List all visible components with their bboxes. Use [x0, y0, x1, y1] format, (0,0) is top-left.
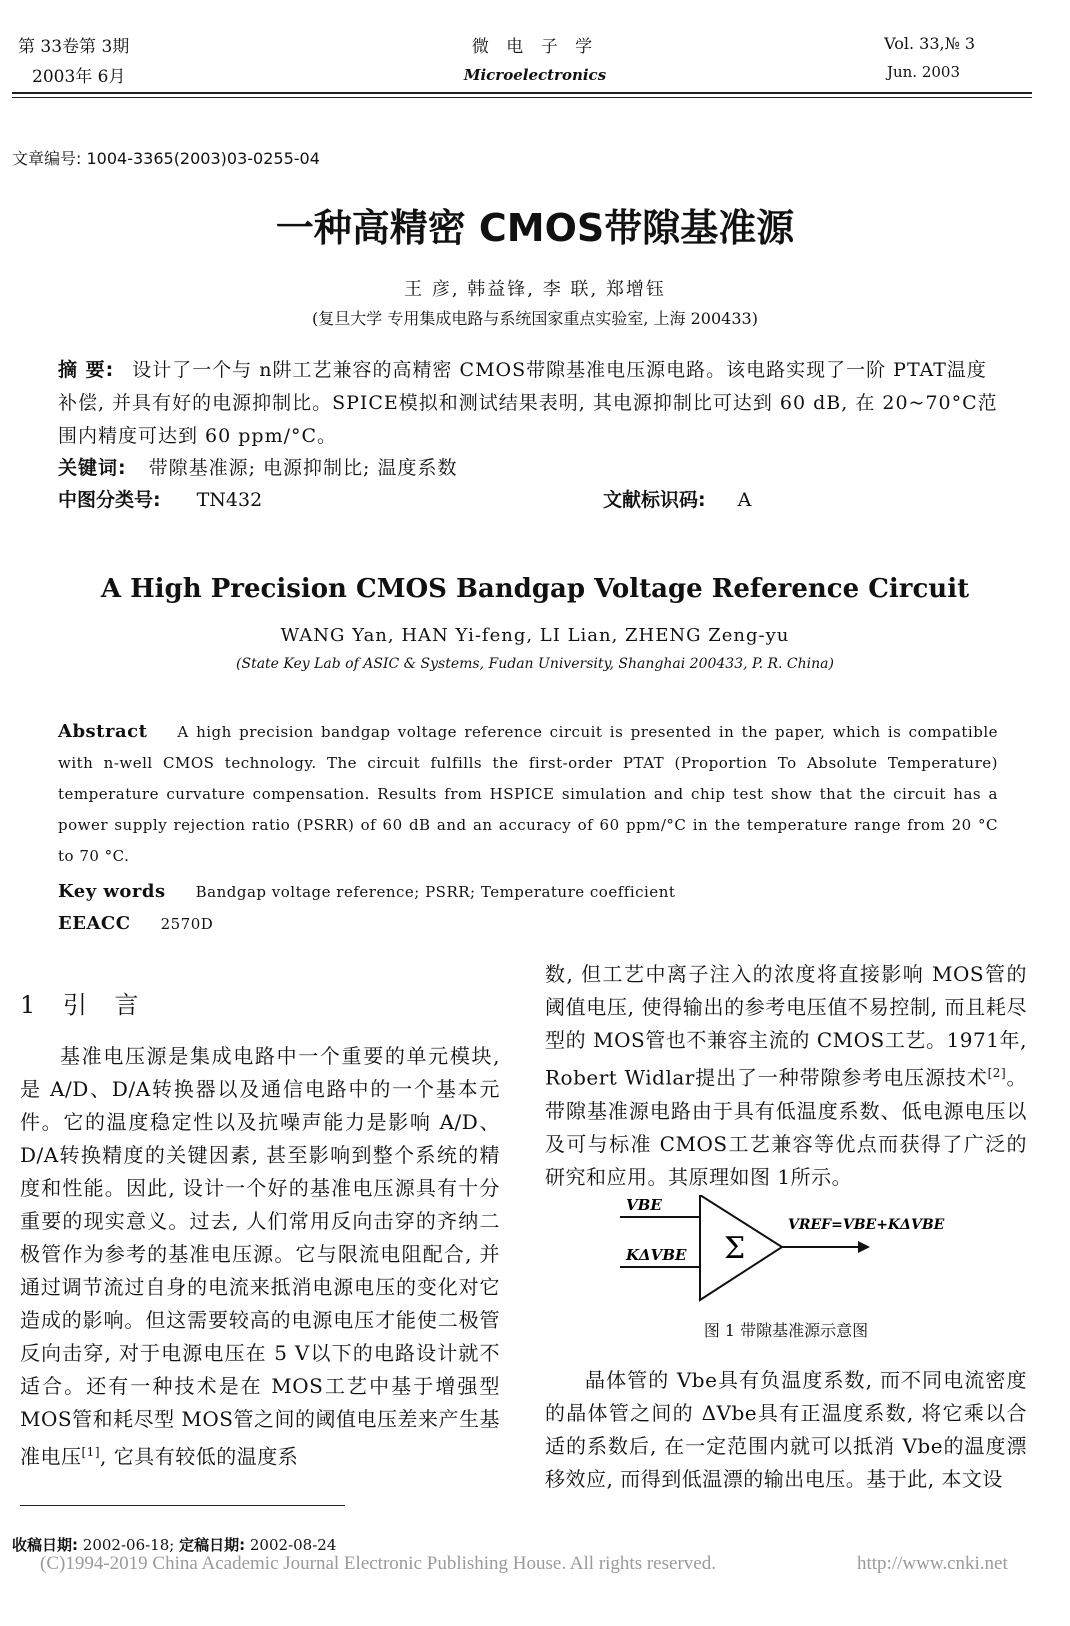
output-label-vref: VREF=VBE+KΔVBE	[788, 1217, 945, 1233]
figure-1-caption: 图 1 带隙基准源示意图	[703, 1321, 869, 1340]
citation-1: [1]	[81, 1445, 100, 1459]
received-dates	[12, 1534, 336, 1555]
abstract-en-label: Abstract	[58, 721, 148, 742]
input-label-kdvbe: KΔVBE	[626, 1246, 687, 1264]
header-journal-cn: 微 电 子 学	[471, 37, 599, 57]
header-rule-thick	[12, 92, 1032, 94]
doc-code-value: A	[737, 489, 752, 511]
input-label-vbe: VBE	[626, 1196, 662, 1214]
abstract-en	[58, 716, 998, 872]
header-date-cn: 2003年 6月	[32, 67, 126, 87]
abstract-en-text: A high precision bandgap voltage reference circuit is presented in the paper, which is compatible with n-well CMOS technology. The circuit fulfills the first-order PTAT (Proportion To Absolute Temperature) temperature curvature compensation. Results from HSPICE simulation and chip test show that the circuit has a power supply rejection ratio (PSRR) of 60 dB and an accuracy of 60 ppm/°C in the temperature range from 20 °C to 70 °C.	[58, 723, 998, 865]
copyright-watermark: (C)1994-2019 China Academic Journal Electronic Publishing House. All rights reserved.	[40, 1553, 716, 1574]
intro-paragraph-1-tail: , 它具有较低的温度系	[100, 1444, 299, 1469]
intro-paragraph-1-text: 基准电压源是集成电路中一个重要的单元模块, 是 A/D、D/A转换器以及通信电路中的一个基本元件。它的温度稳定性以及抗噪声能力是影响 A/D、D/A转换精度的关键因素, 甚至影响到整个系统的精度和性能。因此, 设计一个好的基准电压源具有十分重要的现实意义。过去, 人们常用反向击穿的齐纳二极管作为参考的基准电压源。它与限流电阻配合, 并通过调节流过自身的电流来抵消电源电压的变化对它造成的影响。但这需要较高的电源电压才能使二极管反向击穿, 对于电源电压在 5 V以下的电路设计就不适合。还有一种技术是在 MOS工艺中基于增强型 MOS管和耗尽型 MOS管之间的阈值电压差来产生基准电压	[20, 1044, 501, 1469]
header-date-en: Jun. 2003	[886, 63, 960, 81]
intro-paragraph-1	[20, 1040, 500, 1474]
doc-code-label: 文献标识码:	[603, 489, 706, 511]
clc-value: TN432	[196, 489, 263, 511]
figure-1-bandgap-block-diagram	[620, 1195, 1000, 1305]
eeacc-code	[58, 908, 213, 940]
keywords-en-text: Bandgap voltage reference; PSRR; Temperature coefficient	[195, 883, 676, 901]
left-column	[20, 1040, 500, 1474]
title-en: A High Precision CMOS Bandgap Voltage Reference Circuit	[100, 574, 970, 604]
right-column-bottom	[545, 1364, 1027, 1496]
clc-label: 中图分类号:	[58, 489, 161, 511]
header-volume-issue: 第 33卷第 3期	[18, 37, 130, 57]
header-rule-thin	[12, 97, 1032, 98]
section-heading-introduction: 1 引 言	[20, 991, 149, 1019]
right-column-top	[545, 958, 1027, 1194]
eeacc-label: EEACC	[58, 913, 131, 934]
abstract-cn-label: 摘 要:	[58, 359, 115, 381]
affiliation-cn: (复旦大学 专用集成电路与系统国家重点实验室, 上海 200433)	[312, 309, 758, 328]
abstract-cn-text: 设计了一个与 n阱工艺兼容的高精密 CMOS带隙基准电压源电路。该电路实现了一阶 PTAT温度补偿, 并具有好的电源抑制比。SPICE模拟和测试结果表明, 其电源抑制比可达到 60 dB, 在 20~70°C范围内精度可达到 60 ppm/°C。	[58, 359, 998, 447]
authors-en: WANG Yan, HAN Yi-feng, LI Lian, ZHENG Zeng-yu	[280, 625, 790, 646]
affiliation-en: (State Key Lab of ASIC & Systems, Fudan University, Shanghai 200433, P. R. China)	[236, 656, 834, 672]
footnote-rule	[20, 1505, 345, 1506]
keywords-en-label: Key words	[58, 881, 166, 902]
citation-2: [2]	[987, 1066, 1007, 1080]
title-cn: 一种高精密 CMOS带隙基准源	[275, 206, 795, 250]
keywords-en	[58, 876, 675, 908]
abstract-cn	[58, 354, 1003, 453]
article-number: 文章编号: 1004-3365(2003)03-0255-04	[12, 149, 320, 168]
keywords-cn-text: 带隙基准源; 电源抑制比; 温度系数	[148, 457, 458, 479]
header-volume-en: Vol. 33,№ 3	[884, 34, 975, 53]
clc-number	[58, 485, 262, 512]
received-label: 收稿日期:	[12, 1536, 78, 1554]
header-journal-en: Microelectronics	[463, 66, 607, 84]
intro-paragraph-1-cont-text: 数, 但工艺中离子注入的浓度将直接影响 MOS管的阈值电压, 使得输出的参考电压值不易控制, 而且耗尽型的 MOS管也不兼容主流的 CMOS工艺。1971年, Robert Widlar提出了一种带隙参考电压源技术	[545, 962, 1027, 1090]
keywords-cn-label: 关键词:	[58, 457, 127, 479]
intro-paragraph-1-cont-tail: 。带隙基准源电路由于具有低温度系数、低电源电压以及可与标准 CMOS工艺兼容等优点而获得了广泛的研究和应用。其原理如图 1所示。	[545, 1065, 1028, 1189]
document-code	[603, 485, 751, 512]
cnki-url[interactable]: http://www.cnki.net	[857, 1553, 1008, 1574]
eeacc-value: 2570D	[160, 915, 214, 933]
keywords-cn	[58, 452, 1003, 485]
received-value: 2002-06-18;	[82, 1536, 175, 1554]
sigma-symbol: Σ	[724, 1231, 746, 1266]
accepted-value: 2002-08-24	[249, 1536, 337, 1554]
authors-cn: 王 彦, 韩益锋, 李 联, 郑增钰	[404, 279, 666, 300]
intro-paragraph-2: 晶体管的 Vbe具有负温度系数, 而不同电流密度的晶体管之间的 ΔVbe具有正温度系数, 将它乘以合适的系数后, 在一定范围内就可以抵消 Vbe的温度漂移效应, 而得到低温漂的输出电压。基于此, 本文设	[545, 1368, 1027, 1491]
accepted-label: 定稿日期:	[179, 1536, 246, 1554]
intro-paragraph-1-continued	[545, 958, 1027, 1194]
output-arrow-head	[858, 1241, 870, 1253]
